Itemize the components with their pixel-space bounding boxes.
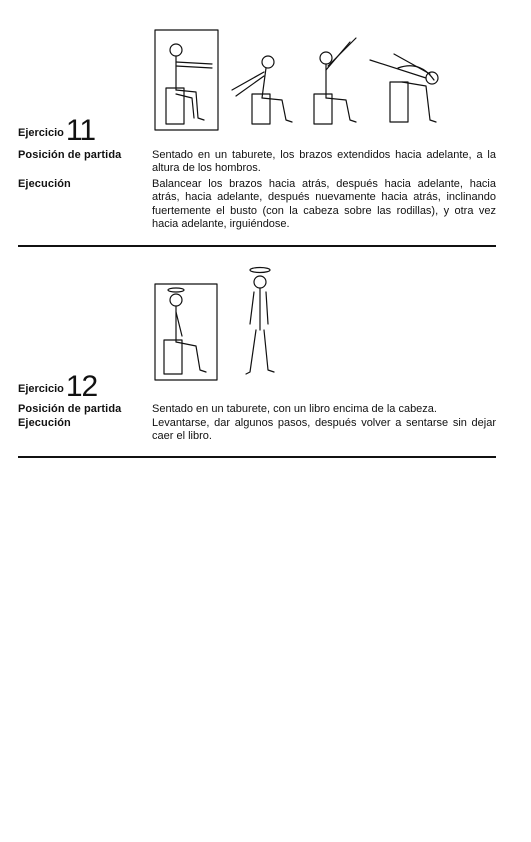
exercise-11-number: 11	[65, 114, 96, 147]
exercise-11-start-text: Sentado en un taburete, los brazos extendidos hacia adelante, a la altura de los hombros.	[152, 149, 496, 175]
exercise-12-label: Ejercicio	[18, 383, 64, 395]
divider-1	[18, 245, 496, 247]
exercise-12-exec-text: Levantarse, dar algunos pasos, después volver a sentarse sin dejar caer el libro.	[152, 417, 496, 443]
exercise-11-exec-label: Ejecución	[18, 178, 71, 190]
exercise-12-number: 12	[65, 370, 98, 403]
exercise-12-start-label: Posición de partida	[18, 403, 122, 415]
exercise-11-exec-text: Balancear los brazos hacia atrás, después hacia adelante, hacia atrás, hacia adelante, después nuevamente hacia atrás, inclinando fuertemente el busto (con la cabeza sobre las rodillas), y otra vez hacia adelante, irguiéndose.	[152, 178, 496, 230]
exercise-12-illustration	[150, 262, 290, 387]
exercise-12-start-text: Sentado en un taburete, con un libro encima de la cabeza.	[152, 403, 437, 415]
divider-2	[18, 456, 496, 458]
exercise-12-exec-label: Ejecución	[18, 417, 71, 429]
exercise-12-title	[18, 372, 97, 402]
exercise-11-title	[18, 116, 95, 146]
exercise-11-start-label: Posición de partida	[18, 149, 122, 161]
exercise-11-illustration	[150, 20, 500, 135]
exercise-11-label: Ejercicio	[18, 127, 64, 139]
